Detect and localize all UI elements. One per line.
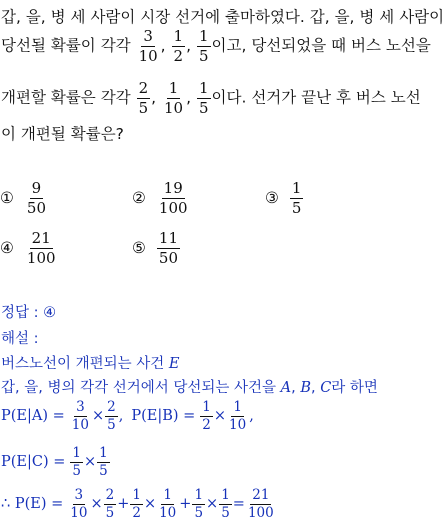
question-line-4: 이 개편될 확률은? (1, 125, 124, 143)
option-1[interactable]: ① $\frac{9}{50}$ (0, 179, 46, 217)
question-line-2: 당선될 확률이 각각 $\frac{3}{10}$ , $\frac{1}{2}$ , $\frac{1}{5}$ 이고, 당선되었을 때 버스 노선을 (1, 27, 431, 65)
event-definition: 버스노선이 개편되는 사건 E (1, 356, 180, 372)
option-5[interactable]: ⑤ $\frac{11}{50}$ (132, 229, 178, 267)
fraction: $\frac{2}{5}$ (138, 79, 149, 117)
explanation-label: 해설 : (1, 331, 39, 347)
cases-definition: 갑, 을, 병의 각각 선거에서 당선되는 사건을 A, B, C라 하면 (1, 380, 378, 396)
equation-line-3: ∴ P(E) = $\frac{3}{10}$ × $\frac{2}{5}$ + $\frac{1}{2}$ × $\frac{1}{10}$ + $\frac{1}{5}$ × $\frac{1}{5}$ = $\frac{21}{100}$ (1, 487, 274, 521)
question-line-1: 갑, 을, 병 세 사람이 시장 선거에 출마하였다. 갑, 을, 병 세 사람이 (1, 8, 444, 26)
fraction: $\frac{1}{10}$ (164, 79, 184, 117)
question-line-3: 개편할 확률은 각각 $\frac{2}{5}$ , $\frac{1}{10}$ , $\frac{1}{5}$ 이다. 선거가 끝난 후 버스 노선 (1, 79, 421, 117)
option-4[interactable]: ④ $\frac{21}{100}$ (0, 229, 56, 267)
fraction: $\frac{1}{5}$ (198, 79, 209, 117)
option-3[interactable]: ③ $\frac{1}{5}$ (265, 179, 302, 217)
answer-line: 정답 : ④ (1, 305, 57, 321)
equation-line-2: P(E|C) = $\frac{1}{5}$ × $\frac{1}{5}$ (1, 445, 108, 479)
option-2[interactable]: ② $\frac{19}{100}$ (132, 179, 188, 217)
equation-line-1: P(E|A) = $\frac{3}{10}$ × $\frac{2}{5}$ , P(E|B) = $\frac{1}{2}$ × $\frac{1}{10}$ , (1, 399, 254, 433)
fraction: $\frac{1}{5}$ (198, 27, 209, 65)
fraction: $\frac{3}{10}$ (138, 27, 158, 65)
fraction: $\frac{1}{2}$ (173, 27, 184, 65)
